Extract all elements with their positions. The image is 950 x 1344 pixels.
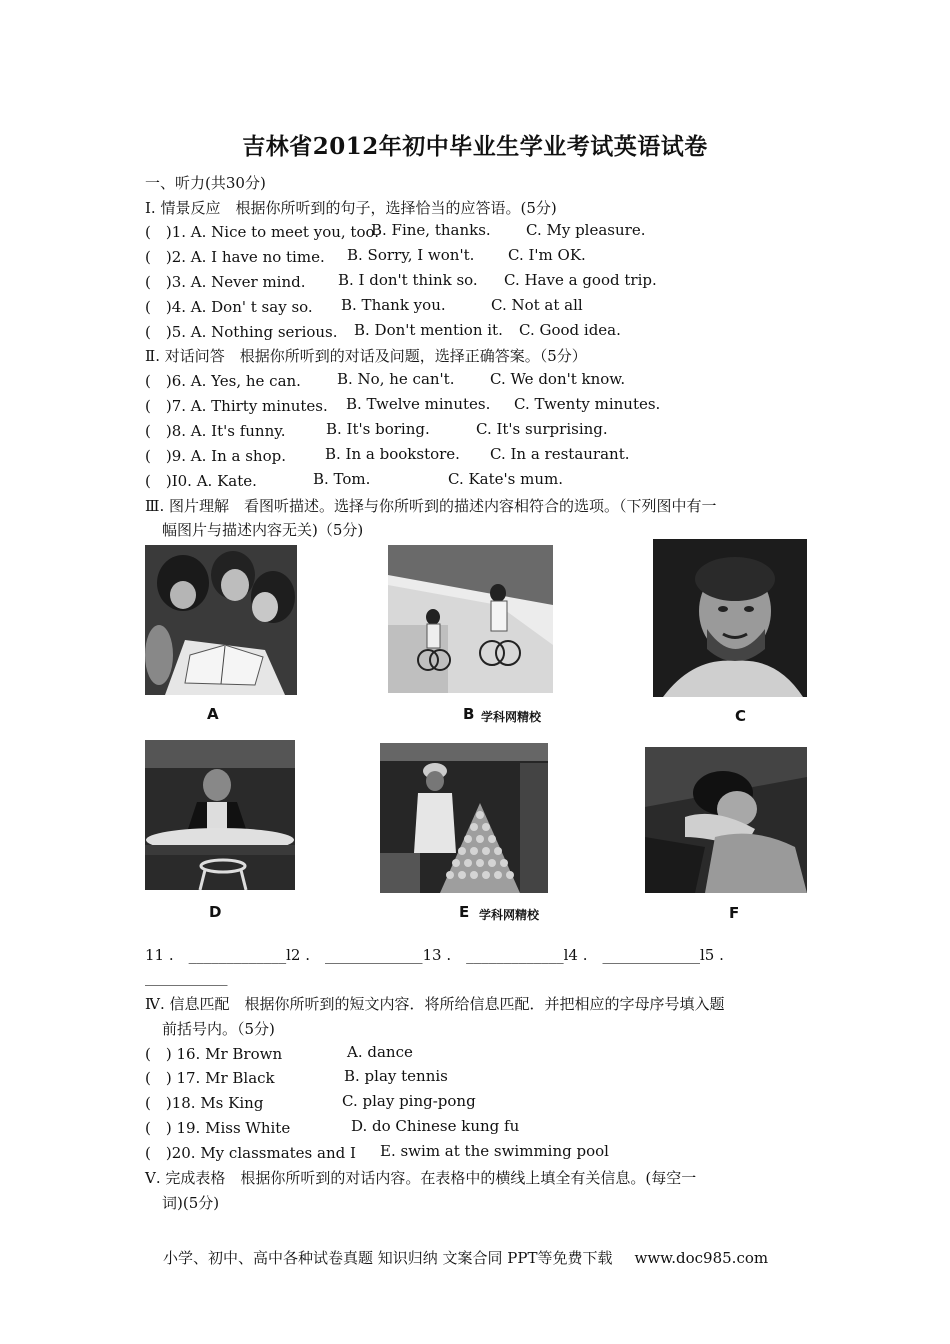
- answer-blank-15: ___________: [145, 968, 228, 986]
- footer-text: 小学、初中、高中各种试卷真题 知识归纳 文案合同 PPT等免费下载: [163, 1249, 613, 1267]
- section-1-header: Ⅰ. 情景反应 根据你所听到的句子，选择恰当的应答语。(5分): [145, 199, 557, 217]
- question-8-a: ( )8. A. It's funny.: [145, 422, 286, 440]
- question-6-b: B. No, he can't.: [337, 370, 455, 388]
- page-footer: [163, 1247, 768, 1268]
- match-option-a: A. dance: [347, 1043, 413, 1061]
- question-2-b: B. Sorry, I won't.: [347, 246, 475, 264]
- part-heading: 一、听力(共30分): [145, 174, 266, 192]
- match-18-person: ( )18. Ms King: [145, 1094, 264, 1112]
- question-6-a: ( )6. A. Yes, he can.: [145, 372, 301, 390]
- question-1-a: ( )1. A. Nice to meet you, too.: [145, 223, 380, 241]
- picture-b-watermark: 学科网精校: [481, 710, 542, 724]
- picture-a-caption: A: [207, 705, 219, 723]
- match-option-e: E. swim at the swimming pool: [380, 1142, 609, 1160]
- picture-c-man-portrait: [653, 539, 807, 697]
- question-3-b: B. I don't think so.: [338, 271, 478, 289]
- picture-a-children-reading: [145, 545, 297, 695]
- question-6-c: C. We don't know.: [490, 370, 626, 388]
- question-8-b: B. It's boring.: [326, 420, 430, 438]
- question-3-c: C. Have a good trip.: [504, 271, 657, 289]
- picture-e-watermark: 学科网精校: [479, 908, 540, 922]
- match-17-person: ( ) 17. Mr Black: [145, 1069, 275, 1087]
- question-7-b: B. Twelve minutes.: [346, 395, 491, 413]
- match-19-person: ( ) 19. Miss White: [145, 1119, 291, 1137]
- picture-c-caption: C: [735, 707, 747, 725]
- section-3-header-line2: 幅图片与描述内容无关)（5分): [162, 521, 364, 539]
- picture-f-caption: F: [729, 904, 740, 922]
- footer-url[interactable]: www.doc985.com: [634, 1249, 769, 1267]
- section-3-header-line1: Ⅲ. 图片理解 看图听描述。选择与你所听到的描述内容相符合的选项。（下列图中有一: [145, 497, 717, 515]
- page-title: 吉林省2012年初中毕业生学业考试英语试卷: [242, 133, 708, 160]
- answer-blanks: 11 . _____________l2 . _____________13 . _____________l4 . _____________l5 .: [145, 946, 724, 964]
- picture-d-caption: D: [209, 903, 222, 921]
- picture-e-caption: E: [459, 903, 470, 921]
- picture-b-caption: B: [463, 705, 475, 723]
- section-2-header: Ⅱ. 对话问答 根据你所听到的对话及问题，选择正确答案。（5分）: [145, 347, 587, 365]
- section-5-header-line2: 词)(5分): [162, 1194, 220, 1212]
- question-9-b: B. In a bookstore.: [325, 445, 460, 463]
- question-2-c: C. I'm OK.: [508, 246, 586, 264]
- match-option-d: D. do Chinese kung fu: [351, 1117, 520, 1135]
- question-1-b: B. Fine, thanks.: [371, 221, 491, 239]
- question-7-a: ( )7. A. Thirty minutes.: [145, 397, 328, 415]
- question-4-b: B. Thank you.: [341, 296, 446, 314]
- question-4-c: C. Not at all: [491, 296, 583, 314]
- question-7-c: C. Twenty minutes.: [514, 395, 661, 413]
- question-5-a: ( )5. A. Nothing serious.: [145, 323, 338, 341]
- picture-f-sleeping-woman: [645, 747, 807, 893]
- question-1-c: C. My pleasure.: [526, 221, 646, 239]
- question-8-c: C. It's surprising.: [476, 420, 608, 438]
- section-4-header-line1: Ⅳ. 信息匹配 根据你所听到的短文内容．将所给信息匹配．并把相应的字母序号填入题: [145, 995, 725, 1013]
- match-20-person: ( )20. My classmates and I: [145, 1144, 356, 1162]
- question-3-a: ( )3. A. Never mind.: [145, 273, 306, 291]
- question-10-c: C. Kate's mum.: [448, 470, 563, 488]
- question-10-a: ( )I0. A. Kate.: [145, 472, 257, 490]
- picture-e-market-stall: [380, 743, 548, 893]
- match-option-c: C. play ping-pong: [342, 1092, 476, 1110]
- picture-d-man-at-table: [145, 740, 295, 890]
- match-16-person: ( ) 16. Mr Brown: [145, 1045, 283, 1063]
- picture-b-cyclists: [388, 545, 553, 693]
- question-2-a: ( )2. A. I have no time.: [145, 248, 325, 266]
- question-4-a: ( )4. A. Don' t say so.: [145, 298, 313, 316]
- question-10-b: B. Tom.: [313, 470, 371, 488]
- question-5-c: C. Good idea.: [519, 321, 621, 339]
- section-4-header-line2: 前括号内。（5分): [162, 1020, 275, 1038]
- question-9-a: ( )9. A. In a shop.: [145, 447, 286, 465]
- match-option-b: B. play tennis: [344, 1067, 448, 1085]
- question-9-c: C. In a restaurant.: [490, 445, 630, 463]
- question-5-b: B. Don't mention it.: [354, 321, 503, 339]
- section-5-header-line1: Ⅴ. 完成表格 根据你所听到的对话内容。在表格中的横线上填全有关信息。(每空一: [145, 1169, 697, 1187]
